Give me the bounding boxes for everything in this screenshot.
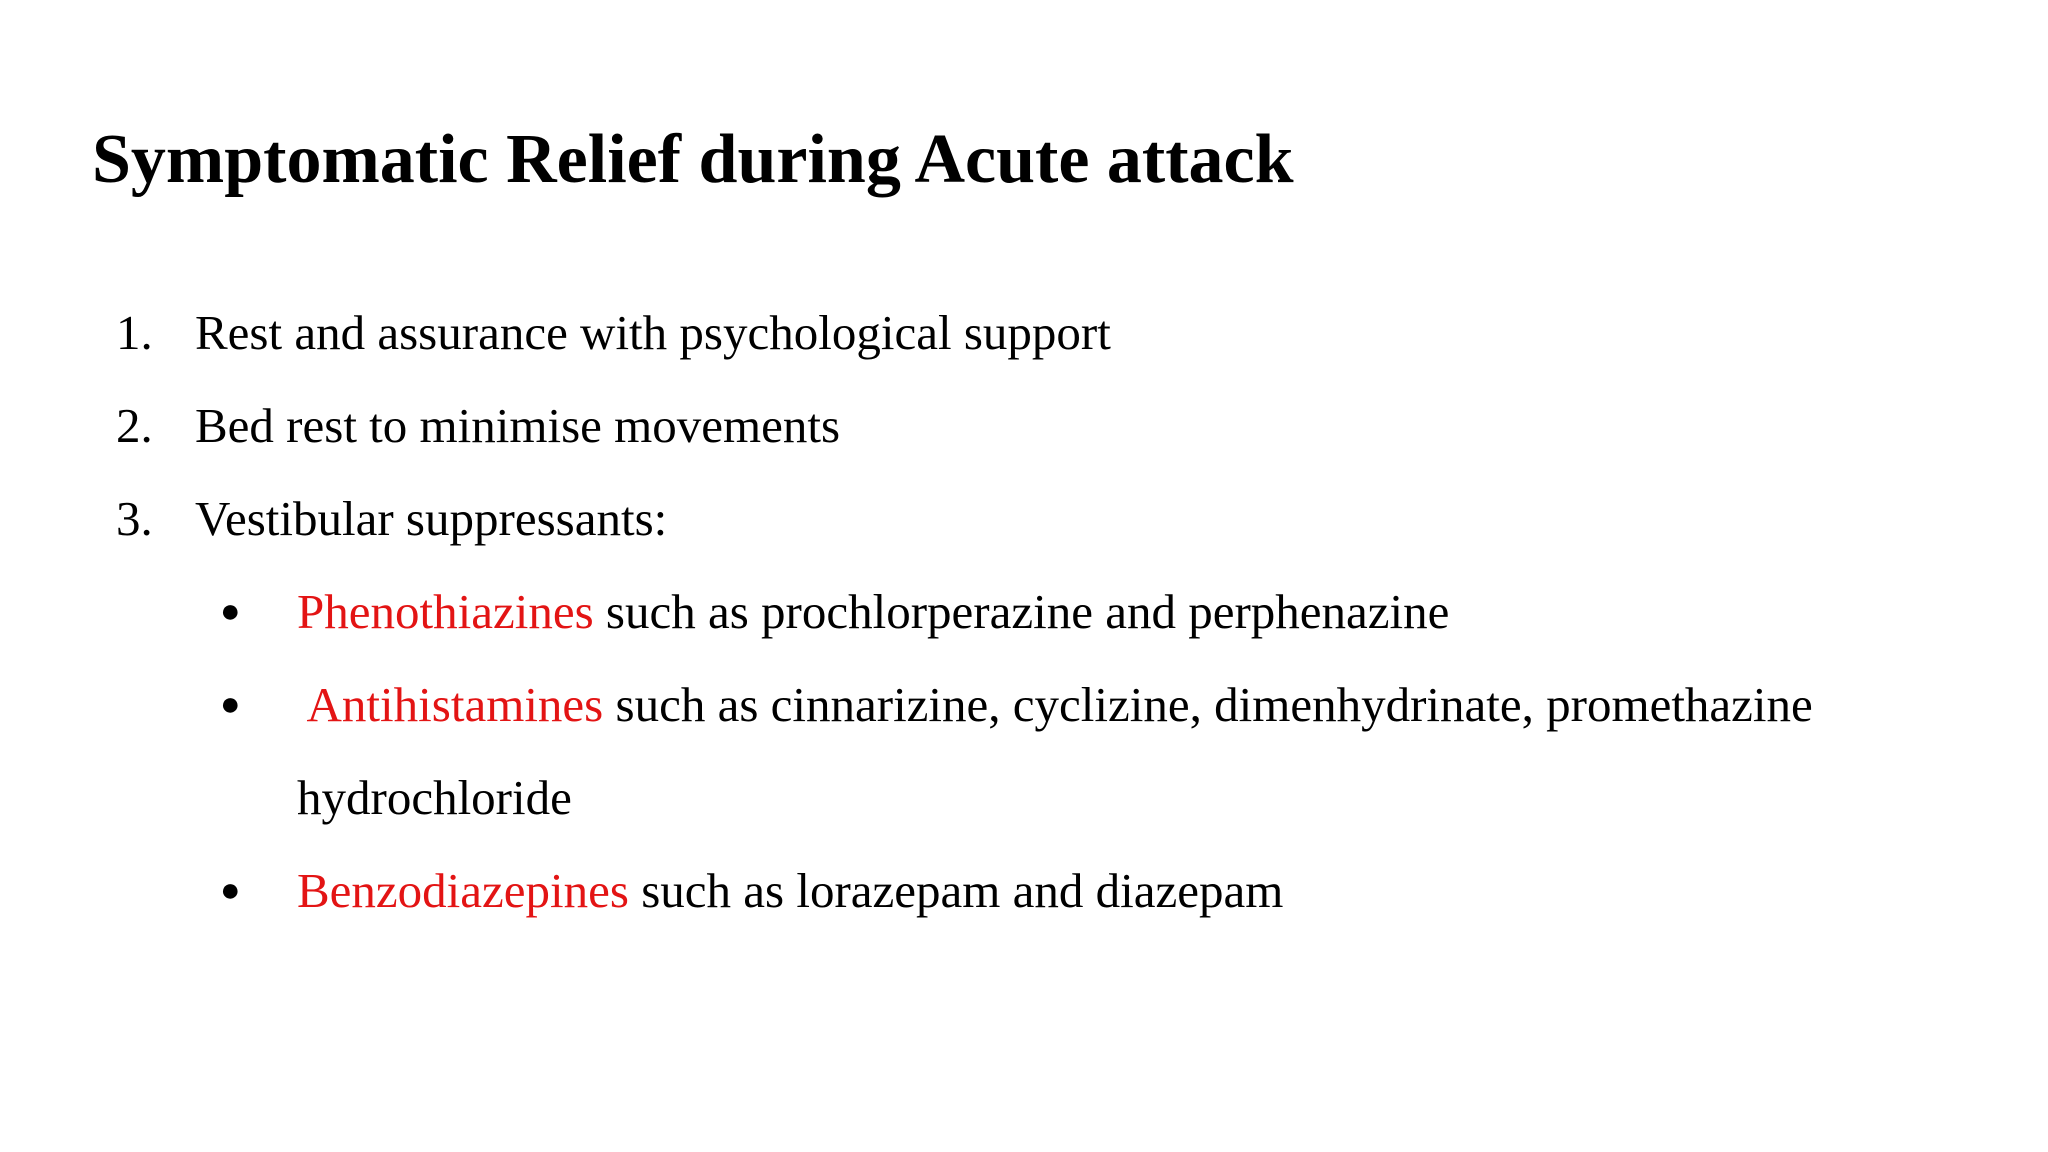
bullet-2-drug-class: Antihistamines <box>297 677 604 732</box>
item-1-text: Rest and assurance with psychological support <box>195 305 1111 360</box>
bullet-3-text <box>297 862 1283 921</box>
bullet-1-drug-class: Phenothiazines <box>297 584 594 639</box>
bullet-2-marker: ● <box>220 686 241 723</box>
bullet-1-text <box>297 583 1449 642</box>
item-3-number: 3. <box>116 491 153 546</box>
bullet-3-drug-class: Benzodiazepines <box>297 863 629 918</box>
slide-title: Symptomatic Relief during Acute attack <box>92 121 1294 198</box>
bullet-2-examples: such as cinnarizine, cyclizine, dimenhydrinate, promethazine <box>603 677 1813 732</box>
item-2-number: 2. <box>116 398 153 453</box>
bullet-2-text <box>297 676 1813 735</box>
item-2-text: Bed rest to minimise movements <box>195 398 841 453</box>
bullet-3-examples: such as lorazepam and diazepam <box>628 863 1284 918</box>
bullet-1-examples: such as prochlorperazine and perphenazine <box>593 584 1450 639</box>
bullet-3-marker: ● <box>220 872 241 909</box>
bullet-2-continuation: hydrochloride <box>297 770 572 825</box>
item-1-number: 1. <box>116 305 153 360</box>
item-3-text: Vestibular suppressants: <box>195 491 668 546</box>
bullet-1-marker: ● <box>220 593 241 630</box>
